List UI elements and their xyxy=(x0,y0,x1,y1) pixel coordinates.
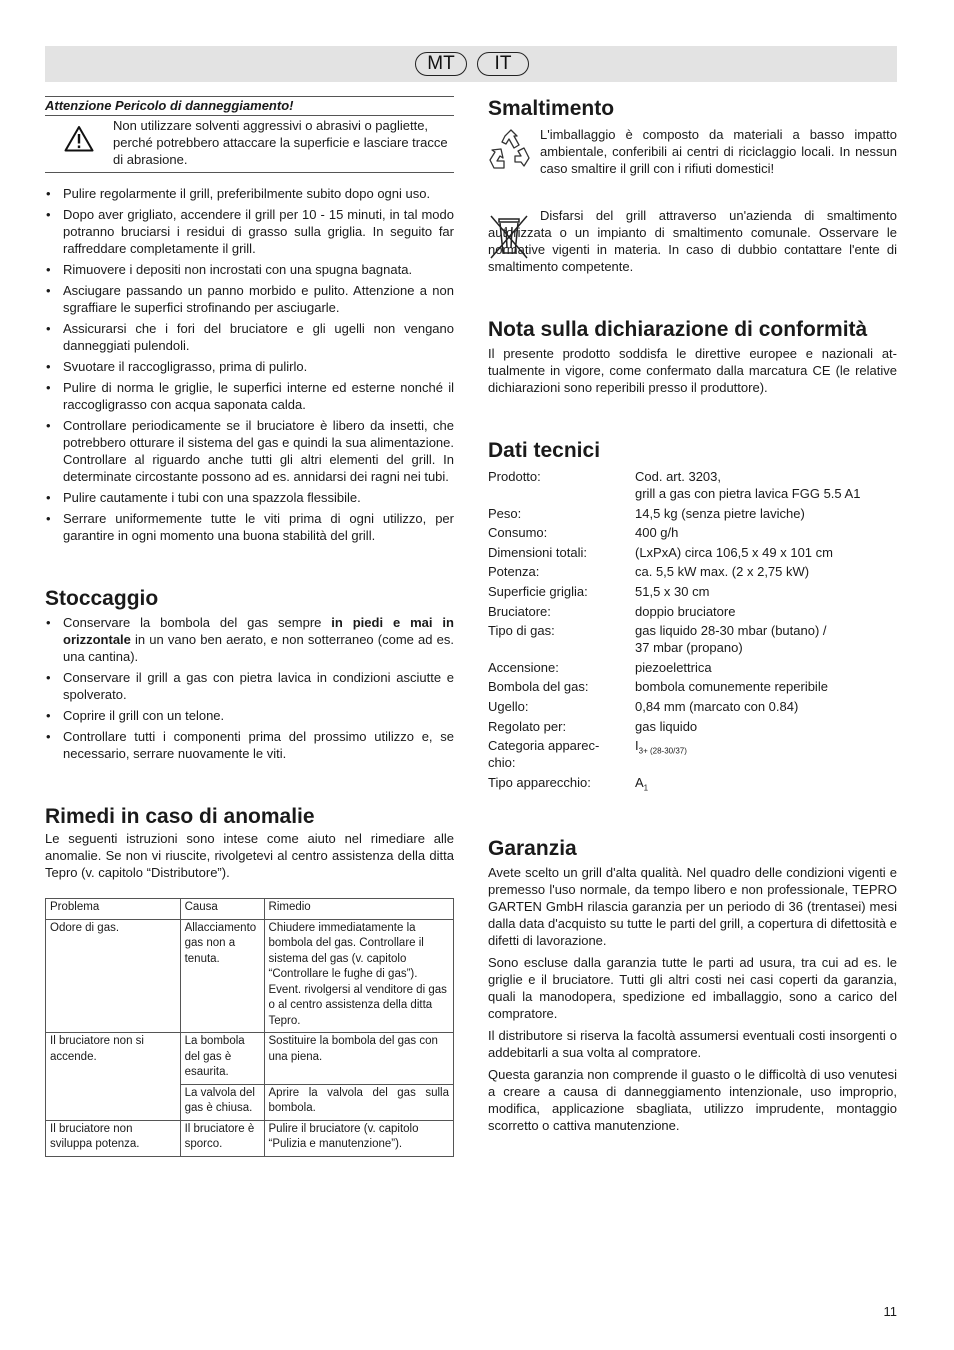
storage-list xyxy=(45,614,454,762)
tech-row xyxy=(488,737,897,771)
warranty-paragraph: Il distributore si riserva la facoltà assumersi eventuali costi insorgenti o addebitarli a sua volta al compratore. xyxy=(488,1028,897,1061)
remedy-cell: Pulire il bruciatore (v. capitolo “Pulizia e manutenzione”). xyxy=(264,1120,453,1156)
list-item: • Assicurarsi che i fori del bruciatore e gli ugelli non vengano danneggiati pulendoli. xyxy=(45,320,454,354)
tech-label: Dimensioni totali: xyxy=(488,544,587,560)
tech-value: 0,84 mm (marcato con 0.84) xyxy=(635,698,799,714)
tech-value: piezoelettrica xyxy=(635,659,712,675)
warning-triangle-icon xyxy=(45,117,113,168)
list-item: • Asciugare passando un panno morbido e pulito. Attenzione a non sgraffiare le superfici strofinando per asciugarle. xyxy=(45,282,454,316)
warranty-paragraph: Questa garanzia non comprende il guasto o le difficoltà di uso venutesi a creare a causa di danneggiamento intenzionale, uso improprio, modifica, applicazione sbagliata, utilizzo imprudente, montaggio scorretto o cattiva manutenzione. xyxy=(488,1067,897,1134)
tech-value: doppio bruciatore xyxy=(635,603,736,619)
storage-item-emphasis: in piedi e mai in orizzontale xyxy=(63,615,454,647)
tech-row xyxy=(488,563,897,580)
type-symbol: A xyxy=(635,774,644,790)
packaging-text: L'imballaggio è composto da materiali a basso impatto ambientale, conferibili ai centri di riciclaggio locali. In nessun caso smaltire il grill con i rifiuti domestici! xyxy=(540,127,897,176)
table-row xyxy=(46,1033,454,1085)
category-subscript: 3+ (28-30/37) xyxy=(638,746,687,756)
cause-cell: La valvola del gas è chiusa. xyxy=(180,1084,264,1120)
problem-cell: Il bruciatore non si accende. xyxy=(46,1033,181,1121)
tech-label: Accensione: xyxy=(488,659,559,675)
warranty-paragraph: Avete scelto un grill d'alta qualità. Nel quadro delle condizioni vigenti e premesso l'uso normale, da tempo libero e non professionale, TEPRO GARTEN GmbH rilascia garanzia per un periodo di 36 (trentasei) mesi dalla data d'acquisto su tutte le parti del grill, a copertura di difettosità e difetti di lavorazione. xyxy=(488,865,897,949)
tech-label: Tipo apparecchio: xyxy=(488,774,591,790)
cleaning-list xyxy=(45,185,454,544)
tech-row xyxy=(488,544,897,561)
tech-row xyxy=(488,678,897,695)
right-column xyxy=(488,96,897,1134)
storage-heading: Stoccaggio xyxy=(45,587,159,610)
list-item: • Pulire di norma le griglie, le superfici interne ed esterne nonché il raccogligrasso con acqua saponata calda. xyxy=(45,379,454,413)
tech-label: Tipo di gas: xyxy=(488,623,555,639)
list-item xyxy=(45,614,454,665)
list-item: • Controllare tutti i componenti prima del prossimo utilizzo e, se necessario, serrare nuovamente le viti. xyxy=(45,728,454,762)
tech-row xyxy=(488,774,897,797)
tech-label: Superficie griglia: xyxy=(488,583,588,599)
tech-value: 14,5 kg (senza pietre laviche) xyxy=(635,505,805,521)
tech-label: Potenza: xyxy=(488,564,540,580)
troubleshooting-table xyxy=(45,898,454,1157)
tech-row xyxy=(488,698,897,715)
tech-heading: Dati tecnici xyxy=(488,439,601,462)
tech-row xyxy=(488,524,897,541)
list-item: • Svuotare il raccogligrasso, prima di pulirlo. xyxy=(45,358,454,375)
tech-label: chio: xyxy=(488,755,516,771)
tech-label: Peso: xyxy=(488,505,522,521)
table-header-row xyxy=(46,899,454,920)
tech-label: Consumo: xyxy=(488,525,548,541)
list-item: • Dopo aver grigliato, accendere il grill per 10 - 15 minuti, in tal modo potranno bruciarsi i residui di grasso sulla griglia. In seguito far raffreddare completamente il grill. xyxy=(45,206,454,257)
storage-item-text-start: Conservare la bombola del gas sempre xyxy=(63,615,332,630)
troubleshooting-heading: Rimedi in caso di anomalie xyxy=(45,805,315,828)
language-header-bar xyxy=(45,46,897,82)
tech-label: Prodotto: xyxy=(488,469,541,484)
tech-row xyxy=(488,622,897,656)
tech-label: Bombola del gas: xyxy=(488,679,589,695)
tech-value: (LxPxA) circa 106,5 x 49 x 101 cm xyxy=(635,544,833,560)
table-row xyxy=(46,919,454,1033)
tech-row xyxy=(488,583,897,600)
crossed-bin-icon xyxy=(488,213,530,266)
tech-value: bombola comunemente reperibile xyxy=(635,679,828,695)
warranty-heading: Garanzia xyxy=(488,837,577,861)
tech-row xyxy=(488,659,897,676)
tech-label: Bruciatore: xyxy=(488,603,551,619)
troubleshooting-intro: Le seguenti istruzioni sono intese come aiuto nel rimediare alle anomalie. Se non vi riuscite, rivolgetevi al centro assistenza della ditta Tepro (v. capitolo “Distributore”). xyxy=(45,831,454,880)
damage-warning-box xyxy=(45,96,454,173)
category-symbol: I xyxy=(635,738,639,754)
column-header-remedy: Rimedio xyxy=(264,899,453,920)
storage-item-text-end: in un vano ben aerato, e non sotterraneo (come ad es. una cantina). xyxy=(63,632,454,664)
conformity-heading: Nota sulla dichiarazione di conformità xyxy=(488,318,868,341)
problem-cell: Il bruciatore non sviluppa potenza. xyxy=(46,1120,181,1156)
cause-cell: Allacciamento gas non a tenuta. xyxy=(180,919,264,1033)
packaging-disposal xyxy=(488,126,897,186)
tech-value xyxy=(635,774,897,797)
list-item: • Coprire il grill con un telone. xyxy=(45,707,454,724)
tech-value: Cod. art. 3203, xyxy=(635,469,721,484)
tech-row xyxy=(488,718,897,735)
remedy-cell: Chiudere immediatamente la bombola del gas. Controllare il sistema del gas (v. capitolo “Controllare le fughe di gas”). Event. rivolgersi al venditore di gas o al centro assistenza della ditta Tepro. xyxy=(264,919,453,1033)
cause-cell: Il bruciatore è sporco. xyxy=(180,1120,264,1156)
cause-cell: La bombola del gas è esaurita. xyxy=(180,1033,264,1085)
list-item: • Conservare il grill a gas con pietra lavica in condizioni asciutte e spolverato. xyxy=(45,669,454,703)
tech-label: Regolato per: xyxy=(488,718,567,734)
tech-row xyxy=(488,603,897,620)
tech-value xyxy=(635,737,897,771)
tech-value: ca. 5,5 kW max. (2 x 2,75 kW) xyxy=(635,564,810,580)
column-header-problem: Problema xyxy=(46,899,181,920)
tech-row xyxy=(488,505,897,522)
problem-cell: Odore di gas. xyxy=(46,919,181,1033)
remedy-cell: Sostituire la bombola del gas con una piena. xyxy=(264,1033,453,1085)
list-item: • Rimuovere i depositi non incrostati con una spugna bagnata. xyxy=(45,261,454,278)
device-disposal-text: Disfarsi del grill attraverso un'azienda di smaltimento autorizzata o un impianto di smaltimento comunale. Osservare le normative vigenti in materia. In caso di dubbio contattare l'ente di smaltimento competente. xyxy=(488,208,897,274)
language-badge-it: IT xyxy=(477,52,529,76)
tech-value: 37 mbar (propano) xyxy=(635,640,743,656)
tech-value: gas liquido 28-30 mbar (butano) / xyxy=(635,623,827,639)
type-subscript: 1 xyxy=(643,783,649,793)
list-item: • Pulire cautamente i tubi con una spazzola flessibile. xyxy=(45,489,454,506)
page-number: 11 xyxy=(883,1304,897,1319)
device-disposal xyxy=(488,207,897,275)
tech-data-table xyxy=(488,468,897,796)
warranty-paragraph: Sono escluse dalla garanzia tutte le parti ad usura, tra cui ad es. le griglie e il bruciatore. Tutti gli altri costi nei casi coperti da garanzia, quali la manodopera, spedizione ed imballaggio, sono a carico del compratore. xyxy=(488,955,897,1022)
tech-value: 400 g/h xyxy=(635,525,679,541)
list-item: • Controllare periodicamente se il bruciatore è libero da insetti, che potrebbero otturare il sistema del gas e quindi la sua alimentazione. Controllare al riguardo anche tutti gli altri elementi del grill. In determinate circostante possono ad es. annidarsi dei ragni nei tubi. xyxy=(45,417,454,485)
disposal-heading: Smaltimento xyxy=(488,97,615,120)
language-badge-mt: MT xyxy=(415,52,467,76)
remedy-cell: Aprire la valvola del gas sulla bombola. xyxy=(264,1084,453,1120)
recycling-icon xyxy=(488,128,534,179)
table-row xyxy=(46,1120,454,1156)
conformity-text: Il presente prodotto soddisfa le direttive europee e nazionali attualmente in vigore, come confermato dalla marcatura CE (le relative dichiarazioni sono reperibili presso il produttore). xyxy=(488,346,897,395)
list-item: • Serrare uniformemente tutte le viti prima di ogni utilizzo, per garantire in ogni momento una buona stabilità del grill. xyxy=(45,510,454,544)
warning-title: Attenzione Pericolo di danneggiamento! xyxy=(45,97,454,116)
warning-text: Non utilizzare solventi aggressivi o abrasivi o pagliette, perché potrebbero attaccare la superficie e lasciare tracce di abrasione. xyxy=(113,118,448,167)
tech-value: gas liquido xyxy=(635,718,698,734)
tech-label: Ugello: xyxy=(488,698,529,714)
left-column xyxy=(45,96,454,1157)
tech-row xyxy=(488,468,897,502)
column-header-cause: Causa xyxy=(180,899,264,920)
tech-label: Categoria apparec- xyxy=(488,738,600,754)
list-item: • Pulire regolarmente il grill, preferibilmente subito dopo ogni uso. xyxy=(45,185,454,202)
tech-value: grill a gas con pietra lavica FGG 5.5 A1 xyxy=(635,486,861,501)
tech-value: 51,5 x 30 cm xyxy=(635,583,710,599)
